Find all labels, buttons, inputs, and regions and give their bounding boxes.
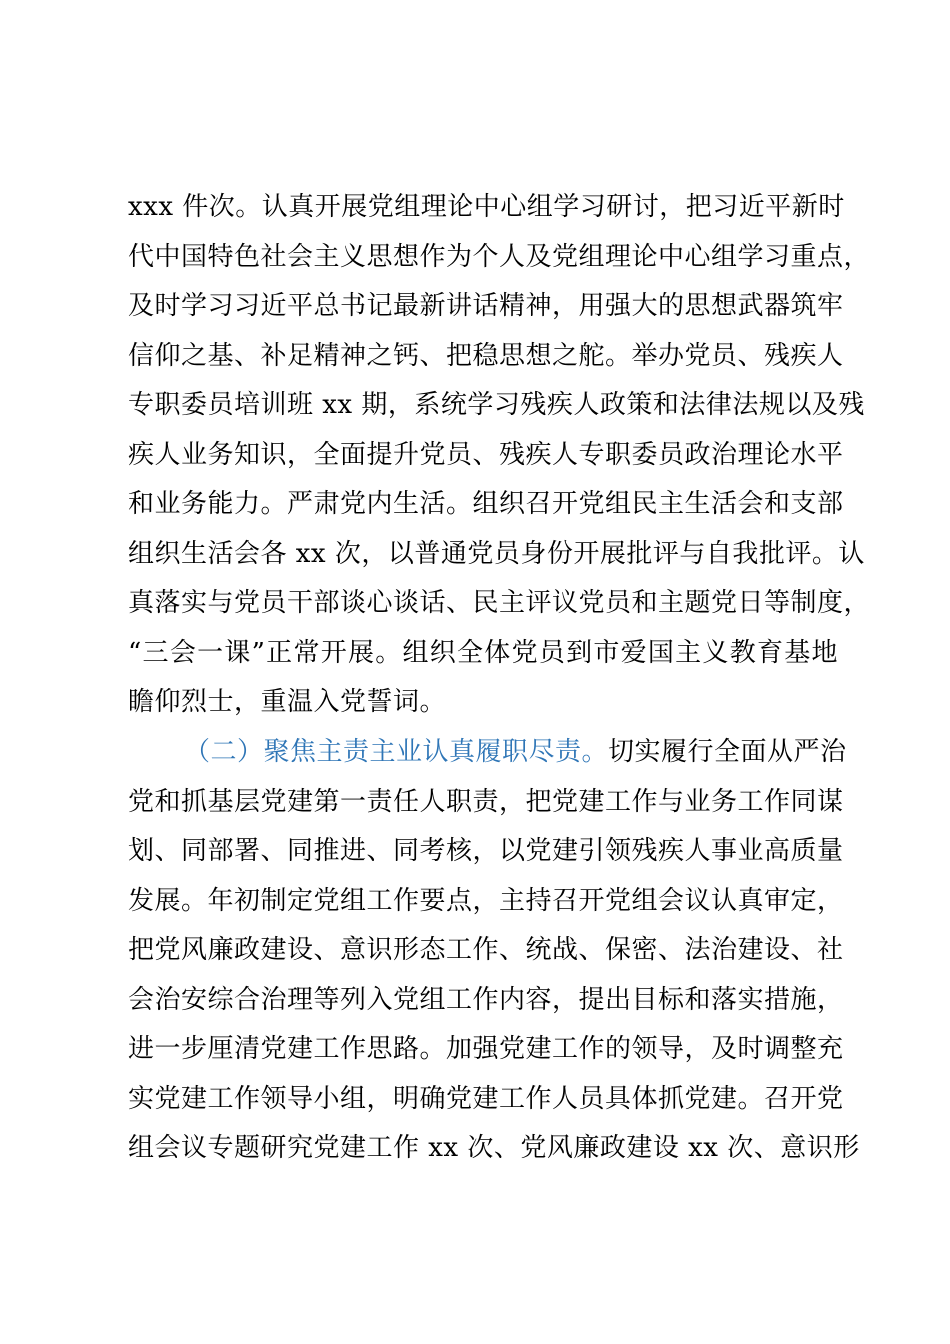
text-line: 瞻仰烈士，重温入党誓词。: [128, 687, 447, 717]
text-line: 划、同部署、同推进、同考核，以党建引领残疾人事业高质量: [128, 836, 844, 866]
section-heading: （二）聚焦主责主业认真履职尽责。: [184, 737, 609, 767]
text-line: 组织生活会各 xx 次，以普通党员身份开展批评与自我批评。认: [128, 538, 865, 569]
paragraph-main-responsibility: [128, 728, 860, 1174]
text-line: 组会议专题研究党建工作 xx 次、党风廉政建设 xx 次、意识形: [128, 1133, 860, 1163]
heading-line-rest: 切实履行全面从严治: [608, 737, 847, 767]
text-line: 代中国特色社会主义思想作为个人及党组理论中心组学习重点，: [128, 241, 871, 272]
text-line: xxx 件次。认真开展党组理论中心组学习研讨，把习近平新时: [128, 192, 845, 222]
text-line: “三会一课”正常开展。组织全体党员到市爱国主义教育基地: [128, 637, 838, 668]
text-line: 进一步厘清党建工作思路。加强党建工作的领导，及时调整充: [128, 1034, 844, 1064]
text-line: 把党风廉政建设、意识形态工作、统战、保密、法治建设、社: [128, 935, 844, 965]
text-line: 及时学习习近平总书记最新讲话精神，用强大的思想武器筑牢: [128, 291, 844, 321]
text-line: 和业务能力。严肃党内生活。组织召开党组民主生活会和支部: [128, 489, 844, 519]
text-line: 发展。年初制定党组工作要点，主持召开党组会议认真审定，: [128, 885, 844, 916]
text-line: 疾人业务知识，全面提升党员、残疾人专职委员政治理论水平: [128, 439, 844, 470]
text-line: 党和抓基层党建第一责任人职责，把党建工作与业务工作同谋: [128, 786, 844, 817]
paragraph-party-study: [128, 183, 871, 728]
text-line: 实党建工作领导小组，明确党建工作人员具体抓党建。召开党: [128, 1083, 844, 1114]
text-line: 真落实与党员干部谈心谈话、民主评议党员和主题党日等制度，: [128, 588, 871, 618]
text-line: 信仰之基、补足精神之钙、把稳思想之舵。举办党员、残疾人: [128, 340, 844, 371]
text-line: 专职委员培训班 xx 期，系统学习残疾人政策和法律法规以及残: [128, 390, 865, 420]
text-line: 会治安综合治理等列入党组工作内容，提出目标和落实措施，: [128, 984, 844, 1015]
heading-line: [128, 728, 847, 778]
